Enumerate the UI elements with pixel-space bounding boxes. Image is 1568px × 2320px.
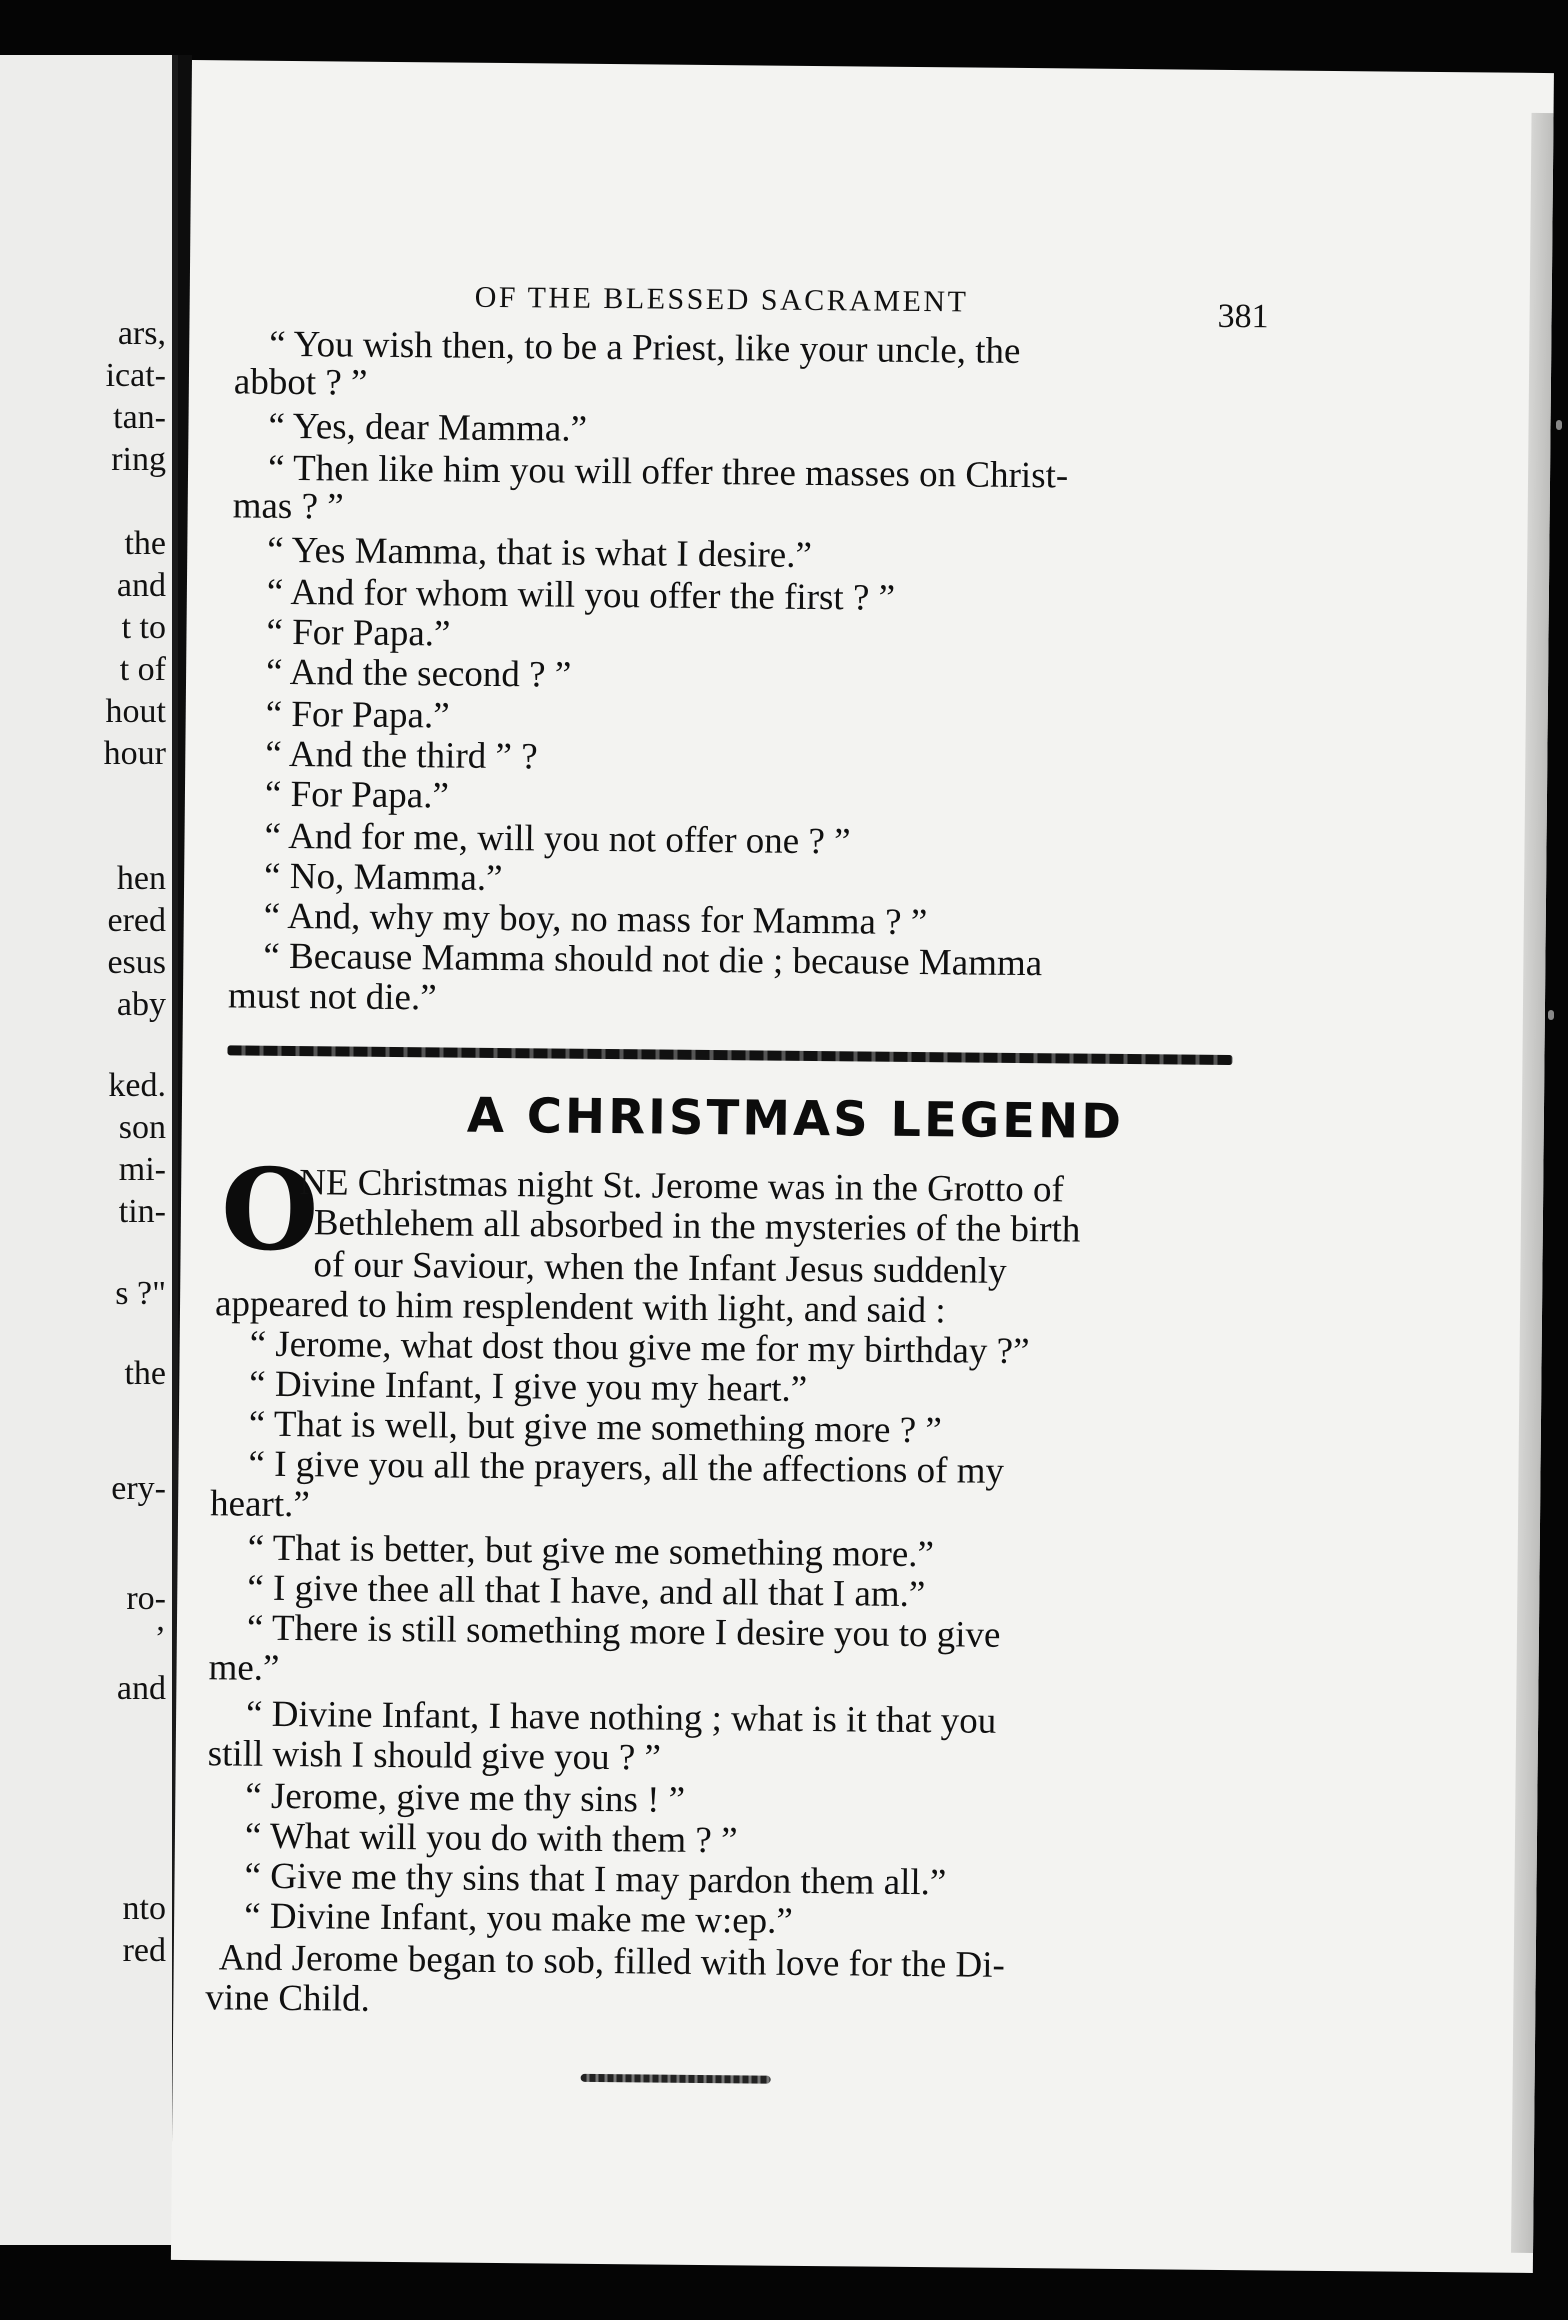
left-text-fragment: icat-: [105, 357, 166, 394]
left-text-fragment: ked.: [108, 1067, 166, 1104]
dialogue-line: “ For Papa.”: [264, 773, 450, 817]
dialogue-line: “ And for me, will you not offer one ? ”: [264, 815, 851, 863]
left-text-fragment: ring: [111, 441, 166, 478]
left-text-fragment: ered: [107, 902, 166, 939]
page-edge: [1511, 113, 1554, 2253]
legend-line: “ That is better, but give me something more.”: [247, 1527, 935, 1576]
left-text-fragment: tan-: [113, 399, 166, 436]
left-text-fragment: tin-: [118, 1193, 166, 1230]
dialogue-line: “ Yes Mamma, that is what I desire.”: [267, 529, 813, 576]
legend-line: NE Christmas night St. Jerome was in the Grotto of: [299, 1162, 1064, 1211]
left-text-fragment: s ?": [115, 1275, 166, 1312]
left-text-fragment: t of: [119, 651, 166, 688]
running-head: OF THE BLESSED SACRAMENT: [474, 280, 969, 319]
dialogue-line: “ For Papa.”: [266, 611, 451, 655]
left-text-fragment: and: [116, 1670, 166, 1707]
left-text-fragment: hout: [105, 693, 166, 730]
legend-line: vine Child.: [205, 1977, 371, 2020]
legend-line: Bethlehem all absorbed in the mysteries of the birth: [313, 1202, 1081, 1251]
dialogue-line: mas ? ”: [232, 485, 344, 528]
left-text-fragment: aby: [116, 986, 166, 1023]
legend-line: “ Divine Infant, I have nothing ; what is it that you: [245, 1693, 997, 1742]
left-text-fragment: the: [124, 525, 166, 562]
dialogue-line: must not die.”: [227, 975, 437, 1019]
left-text-fragment: ’: [154, 1620, 166, 1657]
left-text-fragment: ars,: [117, 315, 166, 352]
left-text-fragment: son: [118, 1109, 166, 1146]
dialogue-line: “ Then like him you will offer three masses on Christ-: [267, 447, 1069, 497]
legend-line: “ What will you do with them ? ”: [244, 1815, 738, 1862]
dialogue-line: “ And, why my boy, no mass for Mamma ? ”: [263, 895, 928, 944]
dialogue-line: “ For Papa.”: [265, 693, 450, 737]
dialogue-line: “ Because Mamma should not die ; because Mamma: [263, 935, 1043, 985]
dialogue-line: “ You wish then, to be a Priest, like your uncle, the: [269, 323, 1021, 372]
end-ornament: [581, 2074, 771, 2084]
legend-line: And Jerome began to sob, filled with love for the Di-: [218, 1937, 1006, 1986]
dialogue-line: “ No, Mamma.”: [263, 855, 503, 900]
legend-line: appeared to him resplendent with light, and said :: [214, 1283, 946, 1332]
left-text-fragment: ro-: [126, 1580, 166, 1617]
legend-line: me.”: [208, 1647, 280, 1689]
scan-speck: [1556, 420, 1562, 430]
dialogue-line: “ And the third ” ?: [265, 733, 538, 778]
section-title: A CHRISTMAS LEGEND: [466, 1087, 1125, 1150]
legend-line: “ I give you all the prayers, all the affections of my: [248, 1443, 1005, 1492]
legend-line: “ There is still something more I desire you to give: [246, 1607, 1001, 1656]
legend-line: “ I give thee all that I have, and all that I am.”: [247, 1567, 926, 1616]
drop-cap: O: [220, 1144, 320, 1277]
left-text-fragment: hen: [116, 860, 166, 897]
dialogue-line: “ And for whom will you offer the first ? ”: [266, 571, 896, 619]
left-text-fragment: esus: [107, 944, 166, 981]
page-number: 381: [1217, 297, 1269, 336]
legend-line: “ Jerome, what dost thou give me for my birthday ?”: [249, 1323, 1030, 1373]
dialogue-line: “ And the second ? ”: [265, 651, 572, 696]
legend-line: “ Jerome, give me thy sins ! ”: [245, 1775, 686, 1821]
scan-speck: [1548, 1010, 1554, 1020]
legend-line: “ Divine Infant, you make me w:ep.”: [243, 1895, 793, 1942]
legend-line: heart.”: [209, 1483, 310, 1526]
section-rule: [227, 1045, 1232, 1065]
left-text-fragment: ery-: [111, 1470, 166, 1507]
legend-line: still wish I should give you ? ”: [207, 1733, 662, 1779]
legend-line: of our Saviour, when the Infant Jesus suddenly: [313, 1244, 1007, 1292]
left-page-edge: [0, 55, 178, 2245]
left-text-fragment: the: [124, 1355, 166, 1392]
left-text-fragment: mi-: [118, 1151, 166, 1188]
book-page: [171, 60, 1554, 2273]
left-text-fragment: hour: [103, 735, 166, 772]
left-text-fragment: and: [116, 567, 166, 604]
dialogue-line: “ Yes, dear Mamma.”: [268, 405, 588, 450]
legend-line: “ Divine Infant, I give you my heart.”: [249, 1363, 808, 1410]
left-text-fragment: nto: [122, 1890, 166, 1927]
left-text-fragment: red: [122, 1932, 166, 1969]
legend-line: “ That is well, but give me something more ? ”: [248, 1403, 942, 1452]
left-text-fragment: t to: [121, 609, 166, 646]
dialogue-line: abbot ? ”: [233, 361, 368, 404]
legend-line: “ Give me thy sins that I may pardon them all.”: [244, 1855, 947, 1904]
